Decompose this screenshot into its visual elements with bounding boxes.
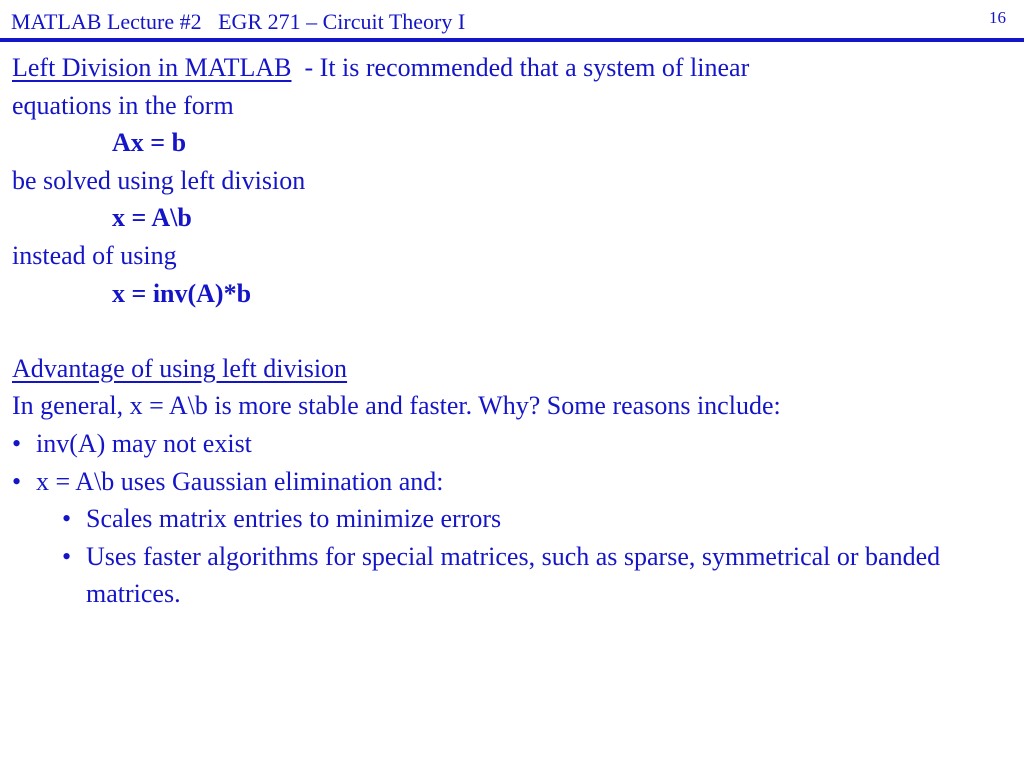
section1-text3: instead of using: [12, 240, 177, 270]
spacer: [12, 312, 1012, 350]
equation-ax-b: Ax = b: [112, 128, 187, 158]
section2-heading: Advantage of using left division: [12, 353, 348, 383]
sub-bullet-text: Scales matrix entries to minimize errors: [86, 504, 502, 534]
slide-header: MATLAB Lecture #2 EGR 271 – Circuit Theory I: [11, 9, 466, 34]
section2-intro: In general, x = A\b is more stable and faster. Why? Some reasons include:: [12, 391, 781, 421]
bullet-dot-icon: •: [12, 428, 22, 458]
equation-inverse: x = inv(A)*b: [112, 278, 252, 308]
section1-heading: Left Division in MATLAB: [12, 53, 292, 82]
bullet-item: [12, 463, 1012, 501]
header-divider: [0, 38, 1024, 42]
section1-intro-line1: - It is recommended that a system of linear: [291, 53, 750, 82]
slide-number: 16: [989, 8, 1006, 27]
sub-bullet-item: [12, 500, 1012, 538]
bullet-item: [12, 425, 1012, 463]
bullet-text: inv(A) may not exist: [36, 428, 252, 458]
slide-body: [12, 49, 1012, 613]
bullet-dot-icon: •: [62, 504, 72, 534]
section1-text2: be solved using left division: [12, 165, 306, 195]
sub-bullet-text: Uses faster algorithms for special matrices, such as sparse, symmetrical or banded matrices.: [86, 541, 941, 609]
bullet-text: x = A\b uses Gaussian elimination and:: [36, 466, 444, 496]
section1-intro-line2: equations in the form: [12, 90, 234, 120]
equation-left-division: x = A\b: [112, 203, 192, 233]
bullet-dot-icon: •: [62, 541, 72, 571]
bullet-dot-icon: •: [12, 466, 22, 496]
section1-first-line: [12, 49, 1012, 87]
sub-bullet-item: [12, 538, 1012, 613]
